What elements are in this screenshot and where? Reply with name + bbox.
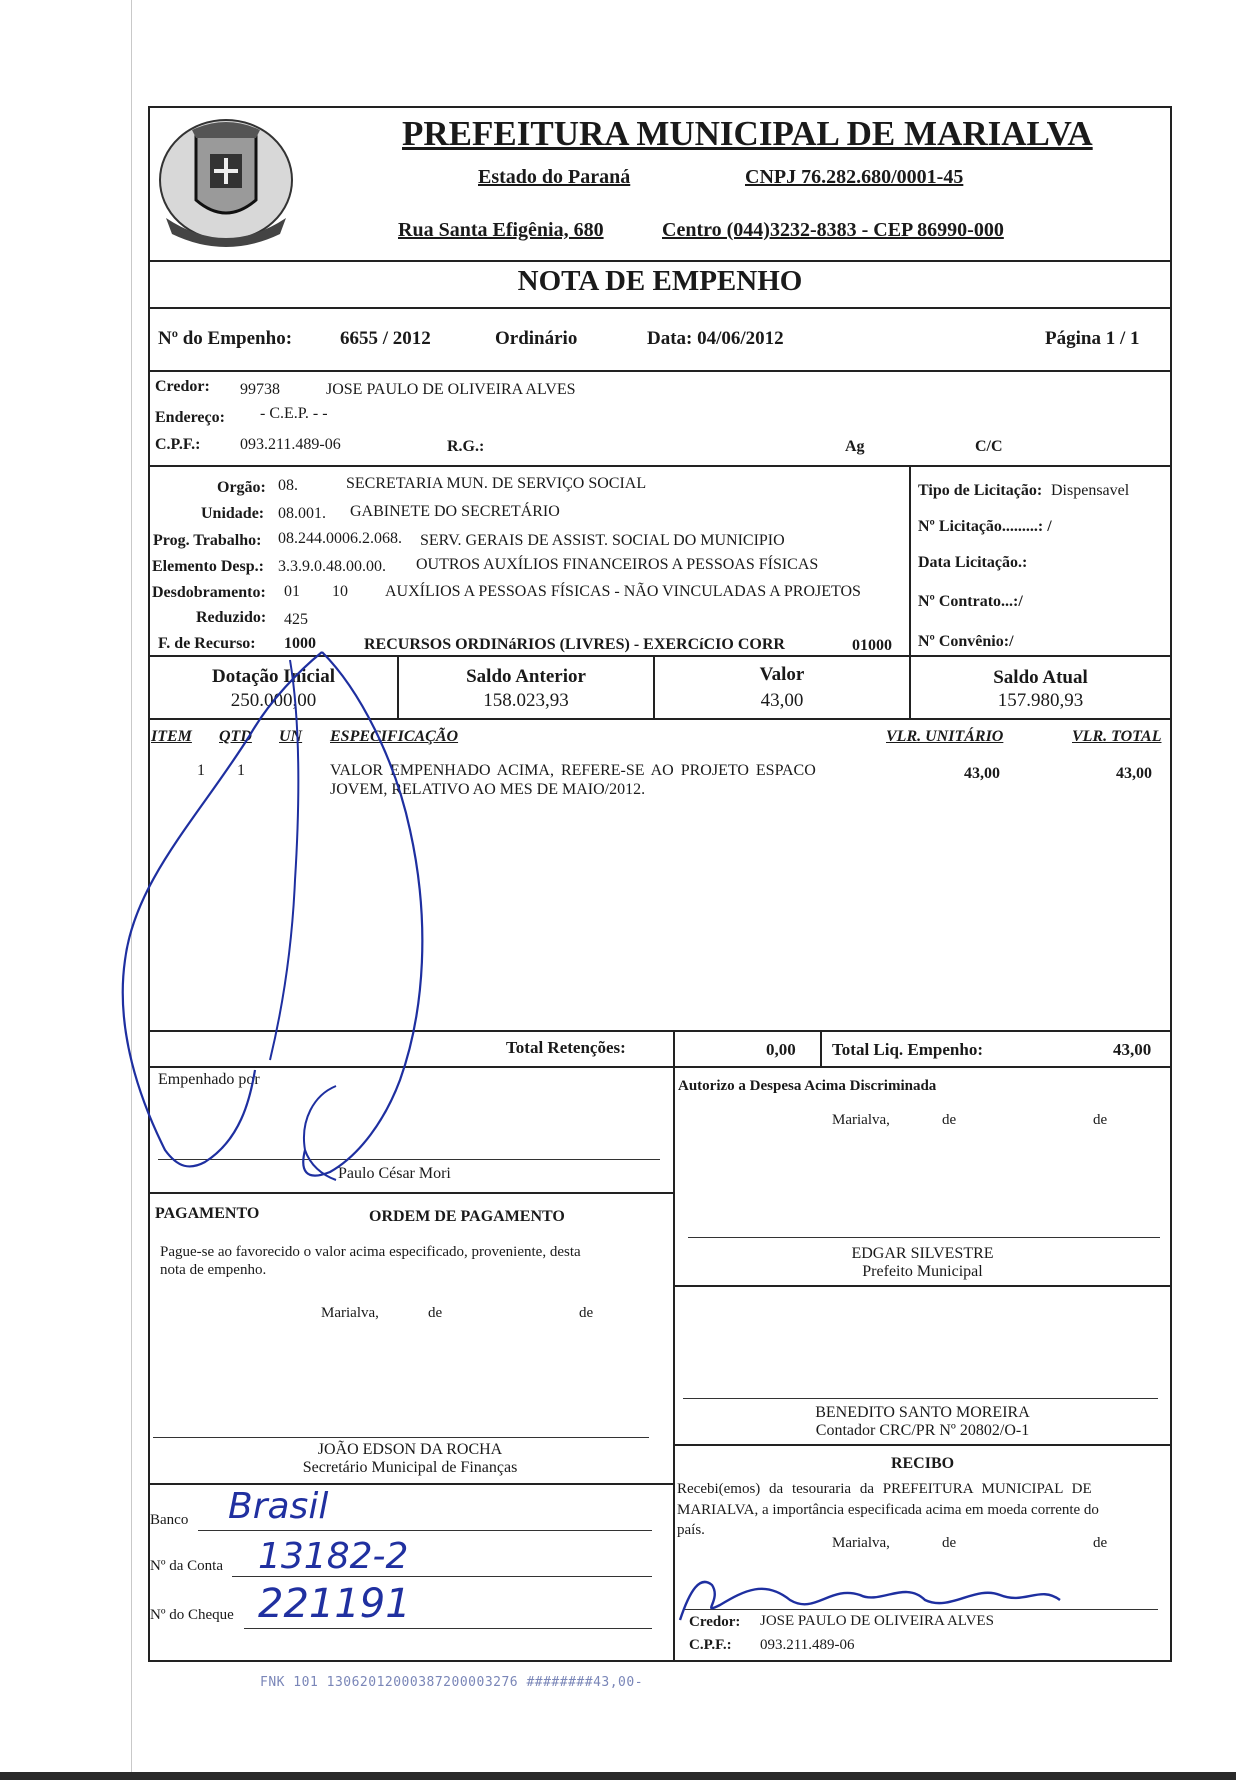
saldo-anterior-value: 158.023,93 (483, 690, 569, 711)
banco-value: Brasil (228, 1486, 329, 1527)
valor-value: 43,00 (760, 690, 804, 711)
recibo-cpf-value: 093.211.489-06 (760, 1637, 855, 1653)
frec-name: RECURSOS ORDINáRIOS (LIVRES) - EXERCíCIO CORR (364, 636, 785, 653)
elem-label: Elemento Desp.: (152, 558, 264, 575)
secretary-name: JOÃO EDSON DA ROCHA (317, 1441, 503, 1458)
cnpj-text: CNPJ 76.282.680/0001-45 (745, 166, 964, 188)
ordem-pagamento-label: ORDEM DE PAGAMENTO (369, 1208, 565, 1225)
saldo-atual-value: 157.980,93 (997, 690, 1084, 711)
doc-title: NOTA DE EMPENHO (517, 265, 803, 297)
total-retencoes-value: 0,00 (766, 1040, 796, 1059)
accountant-name: BENEDITO SANTO MOREIRA (815, 1404, 1030, 1421)
empenhado-por-name: Paulo César Mori (338, 1165, 451, 1182)
credor-label: Credor: (155, 378, 210, 395)
total-retencoes-label: Total Retenções: (506, 1038, 626, 1057)
recibo-cpf-label: C.P.F.: (689, 1637, 732, 1653)
cheque-value: 221191 (258, 1581, 411, 1627)
conta-label: Nº da Conta (150, 1558, 223, 1574)
saldo-anterior-label: Saldo Anterior (466, 666, 586, 687)
autorizo-de2: de (1093, 1112, 1108, 1128)
ag-label: Ag (845, 438, 865, 455)
frec-code: 1000 (284, 635, 316, 652)
mayor-title: Prefeito Municipal (862, 1263, 983, 1280)
prog-name: SERV. GERAIS DE ASSIST. SOCIAL DO MUNICIPIO (420, 532, 785, 549)
autorizo-place: Marialva, (832, 1112, 890, 1128)
col-vlr-total: VLR. TOTAL (1072, 728, 1162, 745)
pagamento-de2: de (579, 1305, 594, 1321)
page-title: PREFEITURA MUNICIPAL DE MARIALVA (402, 114, 1093, 153)
elem-name: OUTROS AUXÍLIOS FINANCEIROS A PESSOAS FÍSICAS (416, 556, 819, 573)
autorizo-text: Autorizo a Despesa Acima Discriminada (678, 1078, 937, 1094)
orgao-code: 08. (278, 477, 298, 494)
conta-value: 13182-2 (258, 1536, 409, 1577)
address-value: - C.E.P. - - (260, 405, 328, 422)
address-label: Endereço: (155, 409, 225, 426)
recibo-text-line3: país. (677, 1522, 705, 1538)
frec-code2: 01000 (852, 637, 892, 654)
contact-text: Centro (044)3232-8383 - CEP 86990-000 (662, 219, 1004, 241)
unidade-name: GABINETE DO SECRETÁRIO (350, 503, 560, 520)
item-qtd: 1 (237, 762, 245, 779)
saldo-atual-label: Saldo Atual (993, 667, 1088, 688)
pagamento-de1: de (428, 1305, 443, 1321)
item-unit-value: 43,00 (964, 765, 1000, 782)
reduzido-value: 425 (284, 611, 308, 628)
total-liquido-label: Total Liq. Empenho: (832, 1040, 983, 1059)
col-especificacao: ESPECIFICAÇÃO (330, 728, 459, 745)
rg-label: R.G.: (447, 438, 485, 455)
credor-name: JOSE PAULO DE OLIVEIRA ALVES (326, 381, 576, 398)
pague-text-line2: nota de empenho. (160, 1262, 267, 1278)
orgao-name: SECRETARIA MUN. DE SERVIÇO SOCIAL (346, 475, 647, 492)
recibo-de1: de (942, 1535, 957, 1551)
empenho-date: Data: 04/06/2012 (647, 328, 784, 349)
numero-contrato: Nº Contrato...:/ (918, 593, 1023, 610)
reduzido-label: Reduzido: (196, 609, 267, 626)
recibo-credor-label: Credor: (689, 1614, 741, 1630)
accountant-title: Contador CRC/PR Nº 20802/O-1 (815, 1422, 1030, 1439)
desd-label: Desdobramento: (152, 584, 266, 601)
numero-licitacao: Nº Licitação.........: / (918, 518, 1052, 535)
recibo-label: RECIBO (890, 1455, 955, 1472)
prog-code: 08.244.0006.2.068. (278, 530, 402, 547)
page-number: Página 1 / 1 (1045, 328, 1140, 349)
col-qtd: QTD (219, 728, 252, 745)
frec-label: F. de Recurso: (158, 635, 256, 652)
mayor-name: EDGAR SILVESTRE (851, 1245, 994, 1262)
dotacao-label: Dotação Inicial (212, 666, 335, 687)
col-vlr-unitario: VLR. UNITÁRIO (886, 728, 1004, 745)
numero-convenio: Nº Convênio:/ (918, 633, 1014, 650)
street-text: Rua Santa Efigênia, 680 (398, 219, 604, 241)
cheque-label: Nº do Cheque (150, 1607, 234, 1623)
prog-label: Prog. Trabalho: (153, 532, 262, 549)
elem-code: 3.3.9.0.48.00.00. (278, 558, 386, 575)
empenho-number-label: Nº do Empenho: (158, 328, 293, 349)
item-total-value: 43,00 (1116, 765, 1152, 782)
orgao-label: Orgão: (217, 479, 266, 496)
credor-code: 99738 (240, 381, 280, 398)
data-licitacao: Data Licitação.: (918, 554, 1028, 571)
empenho-type: Ordinário (495, 328, 578, 349)
empenhado-por-label: Empenhado por (158, 1071, 260, 1088)
dotacao-value: 250.000,00 (230, 690, 317, 711)
recibo-credor-name: JOSE PAULO DE OLIVEIRA ALVES (760, 1613, 994, 1629)
recibo-text-line1: Recebi(emos) da tesouraria da PREFEITURA MUNICIPAL DE (677, 1481, 1092, 1497)
valor-label: Valor (759, 664, 805, 685)
tipo-licitacao-label: Tipo de Licitação: (918, 482, 1043, 499)
pagamento-label: PAGAMENTO (155, 1205, 260, 1222)
desd-name: AUXÍLIOS A PESSOAS FÍSICAS - NÃO VINCULADAS A PROJETOS (385, 583, 861, 600)
banco-label: Banco (150, 1512, 189, 1528)
recibo-text-line2: MARIALVA, a importância especificada acima em moeda corrente do (677, 1502, 1099, 1518)
item-spec-line2: JOVEM, RELATIVO AO MES DE MAIO/2012. (330, 781, 646, 798)
total-liquido-value: 43,00 (1113, 1040, 1152, 1059)
recibo-de2: de (1093, 1535, 1108, 1551)
cpf-value: 093.211.489-06 (240, 436, 341, 453)
secretary-title: Secretário Municipal de Finanças (302, 1459, 518, 1476)
pague-text-line1: Pague-se ao favorecido o valor acima especificado, proveniente, desta (160, 1244, 581, 1260)
desd-code2: 10 (332, 583, 348, 600)
tipo-licitacao-value: Dispensavel (1051, 482, 1130, 499)
pagamento-place: Marialva, (321, 1305, 379, 1321)
recibo-place: Marialva, (832, 1535, 890, 1551)
autorizo-de1: de (942, 1112, 957, 1128)
item-number: 1 (197, 762, 205, 779)
state-text: Estado do Paraná (478, 166, 631, 188)
empenho-number: 6655 / 2012 (340, 328, 431, 349)
desd-code1: 01 (284, 583, 300, 600)
footer-code: FNK 101 13062012000387200003276 ########43,00- (260, 1675, 644, 1690)
cc-label: C/C (975, 438, 1003, 455)
cpf-label: C.P.F.: (155, 436, 201, 453)
unidade-label: Unidade: (201, 505, 265, 522)
col-item: ITEM (151, 728, 192, 745)
item-spec-line1: VALOR EMPENHADO ACIMA, REFERE-SE AO PROJETO ESPACO (330, 762, 816, 779)
col-un: UN (279, 728, 303, 745)
unidade-code: 08.001. (278, 505, 326, 522)
